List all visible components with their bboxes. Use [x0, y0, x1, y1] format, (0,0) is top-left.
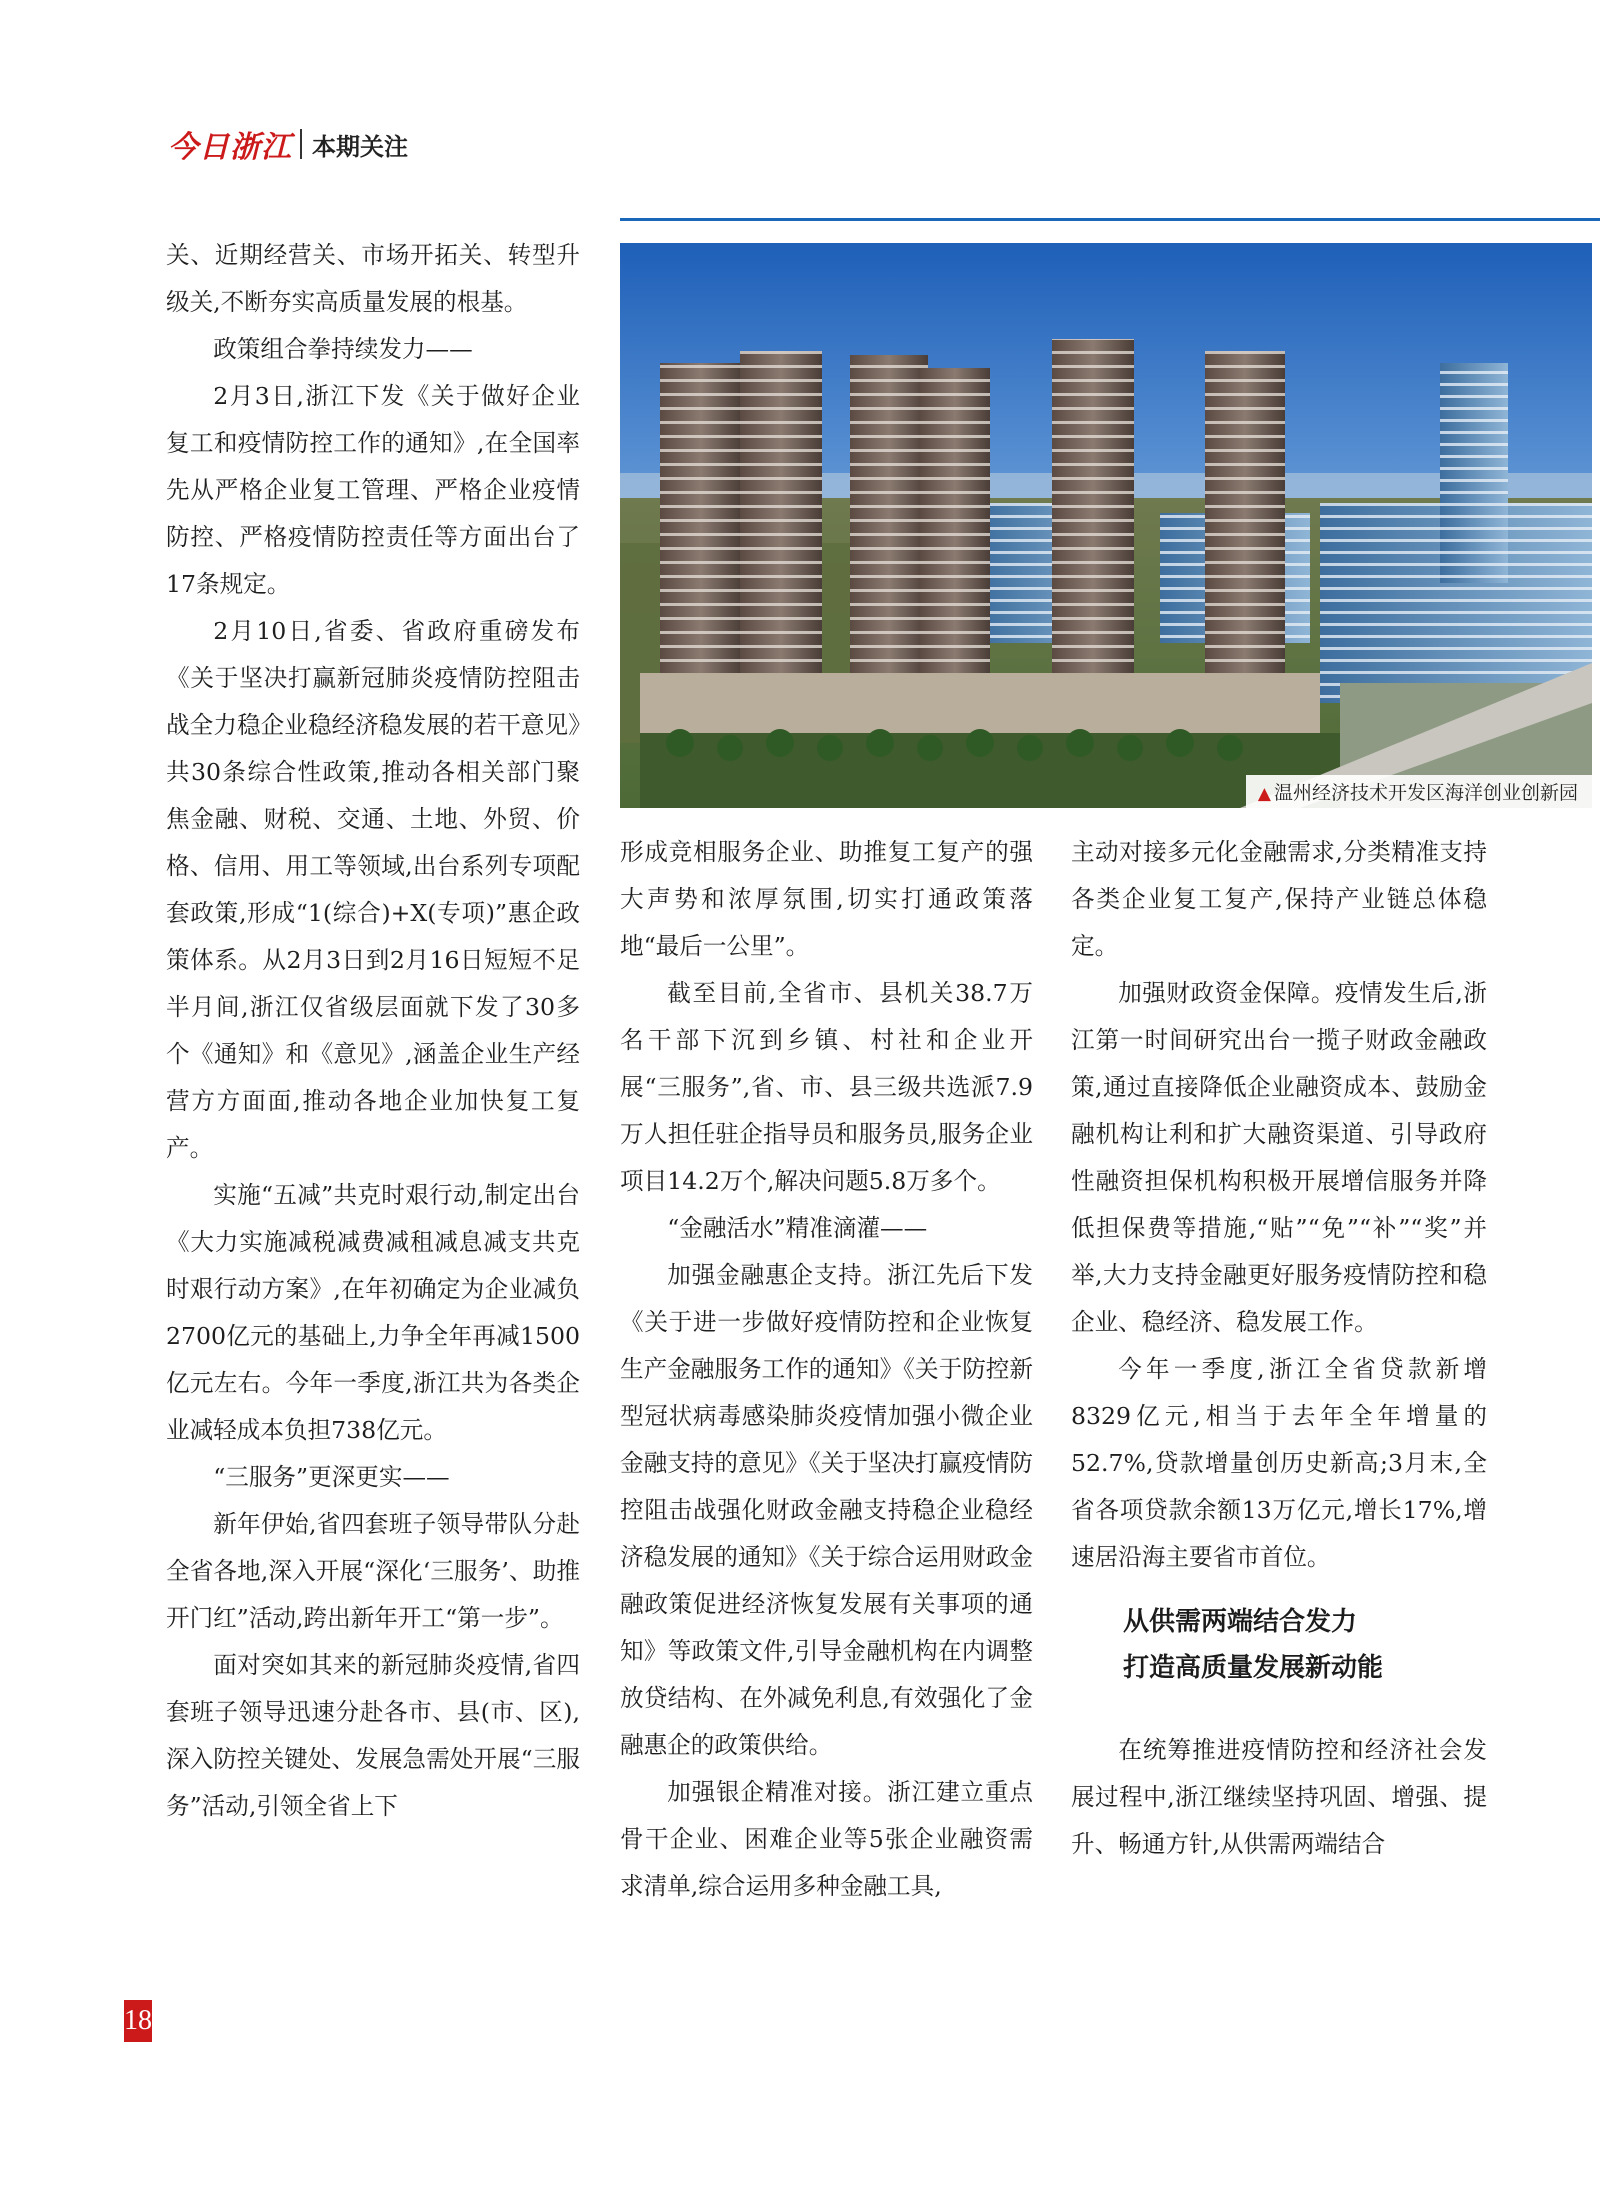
spacer — [1071, 1691, 1487, 1727]
header-divider — [300, 129, 302, 159]
paragraph: 截至目前,全省市、县机关38.7万名干部下沉到乡镇、村社和企业开展“三服务”,省、市、县三级共选派7.9万人担任驻企指导员和服务员,服务企业项目14.2万个,解决问题5.8万多个。 — [620, 979, 1033, 1195]
triangle-icon: ▲ — [1257, 784, 1271, 804]
paragraph: 形成竞相服务企业、助推复工复产的强大声势和浓厚氛围,切实打通政策落地“最后一公里”。 — [620, 838, 1033, 960]
skyline-illustration — [620, 243, 1592, 808]
text-column-2 — [620, 829, 1033, 1910]
paragraph: 加强银企精准对接。浙江建立重点骨干企业、困难企业等5张企业融资需求清单,综合运用多种金融工具, — [620, 1778, 1033, 1900]
paragraph: 新年伊始,省四套班子领导带队分赴全省各地,深入开展“深化‘三服务’、助推开门红”活动,跨出新年开工“第一步”。 — [166, 1510, 580, 1632]
magazine-logo: 今日浙江 — [168, 130, 292, 165]
top-rule — [620, 218, 1600, 221]
spacer — [1071, 1581, 1487, 1599]
paragraph: 2月3日,浙江下发《关于做好企业复工和疫情防控工作的通知》,在全国率先从严格企业复工管理、严格企业疫情防控、严格疫情防控责任等方面出台了17条规定。 — [166, 382, 580, 598]
section-heading-line-2: 打造高质量发展新动能 — [1123, 1653, 1384, 1683]
section-title: 本期关注 — [312, 132, 408, 161]
paragraph: 今年一季度,浙江全省贷款新增8329亿元,相当于去年全年增量的52.7%,贷款增量创历史新高;3月末,全省各项贷款余额13万亿元,增长17%,增速居沿海主要省市首位。 — [1071, 1355, 1487, 1571]
paragraph: 在统筹推进疫情防控和经济社会发展过程中,浙江继续坚持巩固、增强、提升、畅通方针,从供需两端结合 — [1071, 1736, 1487, 1858]
page-header — [168, 124, 408, 164]
subheading-paragraph: 政策组合拳持续发力—— — [213, 335, 473, 363]
paragraph: 面对突如其来的新冠肺炎疫情,省四套班子领导迅速分赴各市、县(市、区),深入防控关键处、发展急需处开展“三服务”活动,引领全省上下 — [166, 1651, 580, 1820]
page-number: 18 — [124, 2000, 152, 2042]
section-heading-line-1: 从供需两端结合发力 — [1123, 1607, 1358, 1637]
photo-caption — [1246, 775, 1592, 808]
text-column-3 — [1071, 829, 1487, 1868]
paragraph: 加强金融惠企支持。浙江先后下发《关于进一步做好疫情防控和企业恢复生产金融服务工作的通知》《关于防控新型冠状病毒感染肺炎疫情加强小微企业金融支持的意见》《关于坚决打赢疫情防控阻击战强化财政金融支持稳企业稳经济稳发展的通知》《关于综合运用财政金融政策促进经济恢复发展有关事项的通知》等政策文件,引导金融机构在内调整放贷结构、在外减免利息,有效强化了金融惠企的政策供给。 — [620, 1261, 1033, 1759]
subheading-paragraph: “三服务”更深更实—— — [213, 1463, 450, 1491]
paragraph: 实施“五减”共克时艰行动,制定出台《大力实施减税减费减租减息减支共克时艰行动方案》,在年初确定为企业减负2700亿元的基础上,力争全年再减1500亿元左右。今年一季度,浙江共为各类企业减轻成本负担738亿元。 — [166, 1181, 580, 1444]
city-photo — [620, 243, 1592, 808]
subheading-paragraph: “金融活水”精准滴灌—— — [667, 1214, 928, 1242]
caption-text: 温州经济技术开发区海洋创业创新园 — [1273, 782, 1578, 804]
paragraph: 加强财政资金保障。疫情发生后,浙江第一时间研究出台一揽子财政金融政策,通过直接降低企业融资成本、鼓励金融机构让利和扩大融资渠道、引导政府性融资担保机构积极开展增信服务并降低担保费等措施,“贴”“免”“补”“奖”并举,大力支持金融更好服务疫情防控和稳企业、稳经济、稳发展工作。 — [1071, 979, 1487, 1336]
text-column-1 — [166, 232, 580, 1830]
paragraph: 2月10日,省委、省政府重磅发布《关于坚决打赢新冠肺炎疫情防控阻击战全力稳企业稳经济稳发展的若干意见》共30条综合性政策,推动各相关部门聚焦金融、财税、交通、土地、外贸、价格、信用、用工等领域,出台系列专项配套政策,形成“1(综合)+X(专项)”惠企政策体系。从2月3日到2月16日短短不足半月间,浙江仅省级层面就下发了30多个《通知》和《意见》,涵盖企业生产经营方方面面,推动各地企业加快复工复产。 — [166, 617, 580, 1162]
paragraph: 关、近期经营关、市场开拓关、转型升级关,不断夯实高质量发展的根基。 — [166, 241, 580, 316]
paragraph: 主动对接多元化金融需求,分类精准支持各类企业复工复产,保持产业链总体稳定。 — [1071, 838, 1487, 960]
